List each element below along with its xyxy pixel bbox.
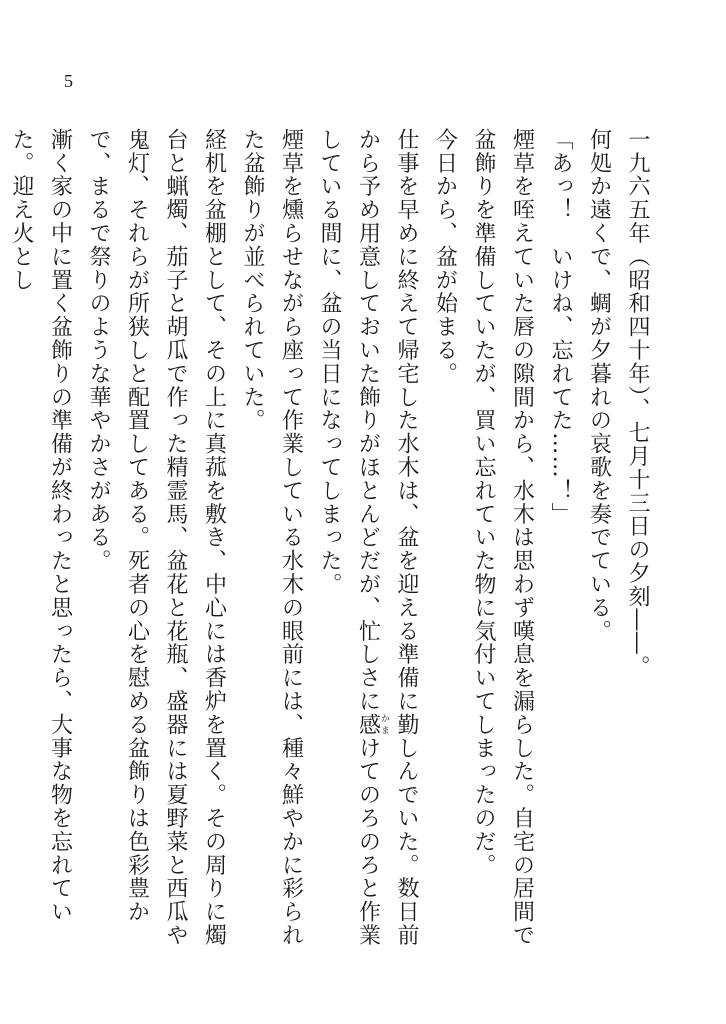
paragraph [2,128,79,948]
paragraph [618,128,657,948]
paragraph [233,128,310,948]
paragraph [541,128,580,948]
paragraph [464,128,541,948]
paragraph-text: 煙草を燻らせながら座って作業している水木の眼前には、種々鮮やかに彩られた盆飾りが並べられていた。 [240,128,304,947]
paragraph-text: 何処か遠くで、蜩が夕暮れの哀歌を奏でている。 [586,128,612,643]
paragraph-text: 今日から、盆が始まる。 [432,128,458,386]
furigana-word [355,713,389,737]
paragraph [425,128,464,948]
paragraph [79,128,233,948]
dialogue-text: 「あっ！ いけね、忘れてた……！」 [548,128,573,526]
paragraph-text: 漸く家の中に置く盆飾りの準備が終わったと思ったら、大事な物を忘れていた。迎え火とし [9,128,73,924]
paragraph-text: 経机を盆棚として、その上に真菰を敷き、中心には香炉を置く。その周りに燭台と蝋燭、茄子と胡瓜で作った精霊馬、盆花と花瓶、盛器には夏野菜と西瓜や鬼灯、それらが所狭しと配置してある。死者の心を慰める盆飾りは色彩豊かで、まるで祭りのような華やかさがある。 [86,128,227,947]
ruby-base: 感 [355,713,381,737]
paragraph-text: けてのろのろと作業している間に、盆の当日になってしまった。 [317,128,381,948]
paragraph-text: 仕事を早めに終えて帰宅した水木は、盆を迎える準備に勤しんでいた。数日前から予め用意しておいた飾りがほとんどだが、忙しさに [355,128,419,947]
ruby-reading: かま [379,713,389,737]
page-number: 5 [64,71,73,91]
paragraph [310,128,426,948]
paragraph-text: 一九六五年（昭和四十年）、七月十三日の夕刻――。 [625,128,650,679]
paragraph [579,128,618,948]
paragraph-text: 煙草を咥えていた唇の隙間から、水木は思わず嘆息を漏らした。自宅の居間で盆飾りを準備していたが、買い忘れていた物に気付いてしまったのだ。 [471,128,535,947]
novel-text-body [2,128,657,948]
